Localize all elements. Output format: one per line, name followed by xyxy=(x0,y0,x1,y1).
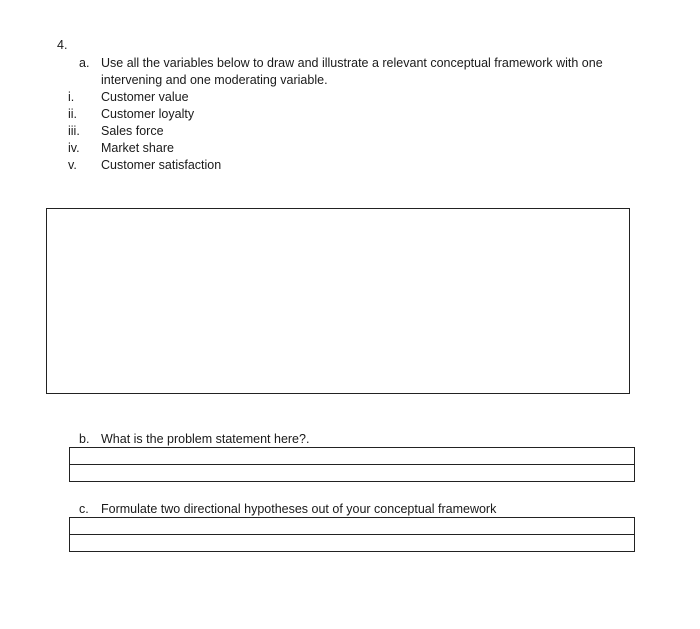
part-b-letter: b. xyxy=(79,432,90,446)
part-a-text-line1: Use all the variables below to draw and illustrate a relevant conceptual framework with one xyxy=(101,56,603,70)
variable-label: Customer value xyxy=(101,90,189,104)
variable-numeral: iv. xyxy=(68,141,80,155)
answer-line[interactable] xyxy=(70,448,634,465)
answer-line[interactable] xyxy=(70,535,634,551)
problem-statement-answer-box[interactable] xyxy=(69,447,635,482)
variable-label: Sales force xyxy=(101,124,164,138)
part-c-letter: c. xyxy=(79,502,89,516)
variable-numeral: ii. xyxy=(68,107,78,121)
part-b-text: What is the problem statement here?. xyxy=(101,432,310,446)
question-number: 4. xyxy=(57,38,68,52)
variable-label: Customer satisfaction xyxy=(101,158,222,172)
conceptual-framework-box[interactable] xyxy=(46,208,630,394)
part-a-letter: a. xyxy=(79,56,90,70)
variable-numeral: iii. xyxy=(68,124,80,138)
variable-label: Market share xyxy=(101,141,174,155)
answer-line[interactable] xyxy=(70,518,634,535)
variable-numeral: v. xyxy=(68,158,77,172)
variable-label: Customer loyalty xyxy=(101,107,195,121)
variable-numeral: i. xyxy=(68,90,75,104)
part-a-text-line2: intervening and one moderating variable. xyxy=(101,73,328,87)
answer-line[interactable] xyxy=(70,465,634,481)
part-c-text: Formulate two directional hypotheses out of your conceptual framework xyxy=(101,502,497,516)
hypotheses-answer-box[interactable] xyxy=(69,517,635,552)
